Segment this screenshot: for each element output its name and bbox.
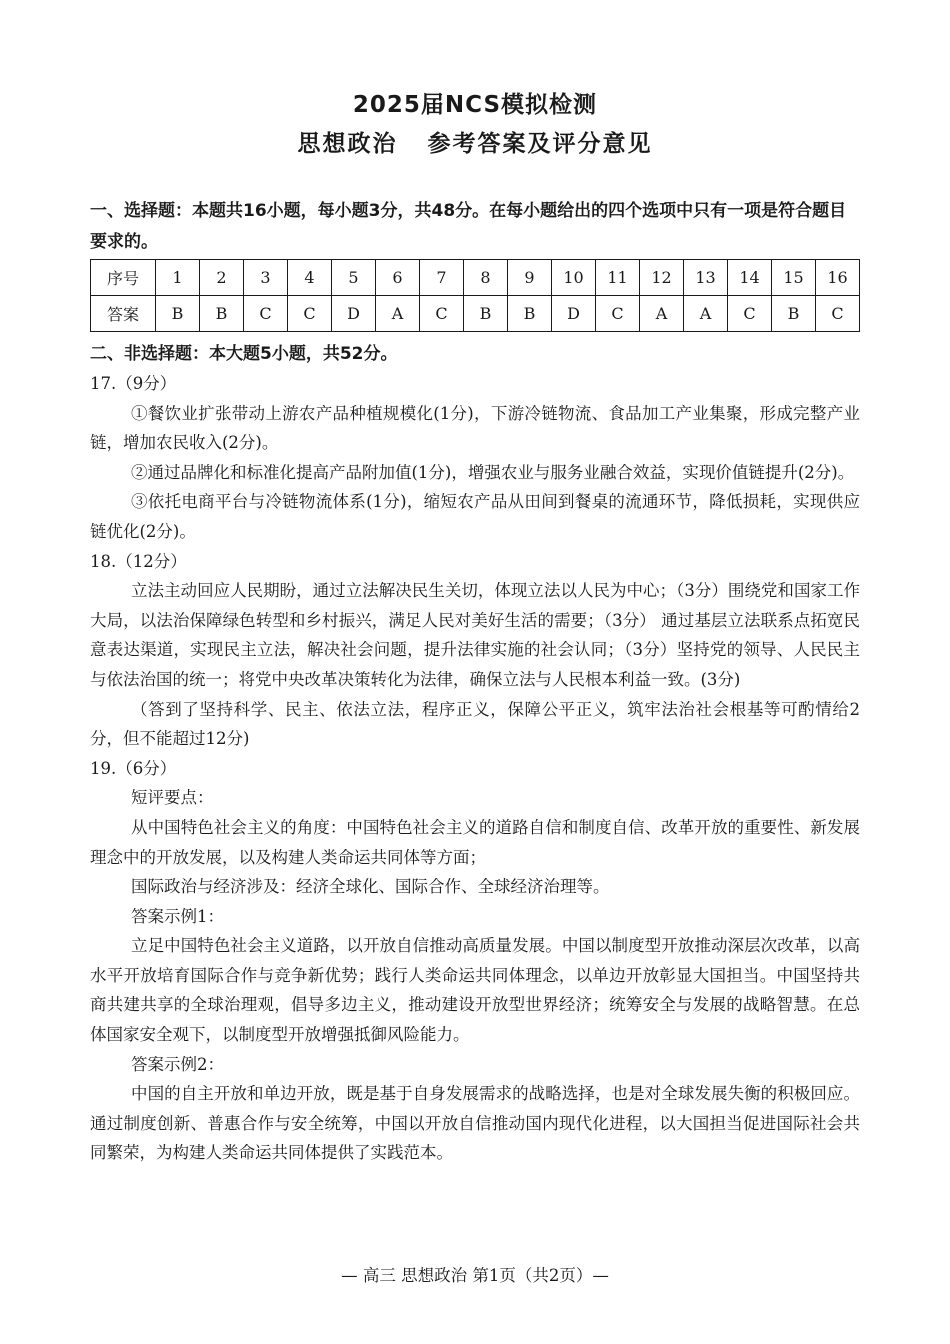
q18-note: （答到了坚持科学、民主、依法立法，程序正义，保障公平正义，筑牢法治社会根基等可酌情给2分，但不能超过12分): [90, 699, 860, 749]
answer-table: [90, 259, 860, 332]
number-cell: 12: [640, 260, 684, 296]
answer-cell: C: [596, 296, 640, 332]
q19-key-point-2: 国际政治与经济涉及：经济全球化、国际合作、全球经济治理等。: [131, 877, 610, 897]
number-cell: 4: [288, 260, 332, 296]
answer-row: [91, 296, 860, 332]
answer-cell: D: [332, 296, 376, 332]
number-cell: 16: [816, 260, 860, 296]
answer-cell: B: [508, 296, 552, 332]
answer-cell: B: [464, 296, 508, 332]
answer-cell: C: [244, 296, 288, 332]
number-cell: 3: [244, 260, 288, 296]
answer-cell: C: [728, 296, 772, 332]
q19-label-example-2: 答案示例2：: [131, 1054, 224, 1074]
answer-cell: B: [772, 296, 816, 332]
row-label-answer: 答案: [91, 296, 156, 332]
number-cell: 11: [596, 260, 640, 296]
q17-number: 17.（9分）: [90, 374, 177, 393]
q17-point-1: ①餐饮业扩张带动上游农产品种植规模化(1分)，下游冷链物流、食品加工产业集聚，形成完整产业链，增加农民收入(2分)。: [90, 403, 860, 453]
answers-body: [90, 369, 860, 1168]
answer-cell: A: [684, 296, 728, 332]
subject-name: 思想政治: [297, 131, 398, 157]
q17-point-2: ②通过品牌化和标准化提高产品附加值(1分)，增强农业与服务业融合效益，实现价值链提升(2分)。: [131, 462, 855, 482]
subtitle-answer-key: 参考答案及评分意见: [427, 131, 653, 157]
q19-label-example-1: 答案示例1：: [131, 906, 224, 926]
number-cell: 7: [420, 260, 464, 296]
page-title: 2025届NCS模拟检测: [352, 92, 598, 118]
answer-cell: C: [420, 296, 464, 332]
row-label-number: 序号: [91, 260, 156, 296]
number-cell: 14: [728, 260, 772, 296]
q19-number: 19.（6分）: [90, 758, 177, 778]
number-cell: 5: [332, 260, 376, 296]
section2-heading: 二、非选择题：本大题5小题，共52分。: [90, 344, 398, 364]
number-cell: 6: [376, 260, 420, 296]
number-cell: 13: [684, 260, 728, 296]
q17-point-3: ③依托电商平台与冷链物流体系(1分)，缩短农产品从田间到餐桌的流通环节，降低损耗，实现供应链优化(2分)。: [90, 492, 860, 541]
q19-example-2: 中国的自主开放和单边开放，既是基于自身发展需求的战略选择，也是对全球发展失衡的积极回应。通过制度创新、普惠合作与安全统筹，中国以开放自信推动国内现代化进程，以大国担当促进国际社会共同繁荣，为构建人类命运共同体提供了实践范本。: [90, 1084, 860, 1163]
number-row: [91, 260, 860, 296]
number-cell: 2: [200, 260, 244, 296]
number-cell: 1: [156, 260, 200, 296]
answer-cell: C: [288, 296, 332, 332]
q19-key-point-1: 从中国特色社会主义的角度：中国特色社会主义的道路自信和制度自信、改革开放的重要性、新发展理念中的开放发展，以及构建人类命运共同体等方面；: [90, 817, 860, 867]
q18-number: 18.（12分）: [90, 551, 187, 571]
page-footer: — 高三 思想政治 第1页（共2页）—: [341, 1266, 609, 1285]
answer-cell: B: [200, 296, 244, 332]
number-cell: 15: [772, 260, 816, 296]
number-cell: 8: [464, 260, 508, 296]
answer-cell: A: [640, 296, 684, 332]
answer-cell: C: [816, 296, 860, 332]
section1-heading: 一、选择题：本题共16小题，每小题3分，共48分。在每小题给出的四个选项中只有一项是符合题目要求的。: [90, 201, 847, 252]
q19-label-key-points: 短评要点：: [131, 788, 214, 808]
answer-cell: D: [552, 296, 596, 332]
q19-example-1: 立足中国特色社会主义道路，以开放自信推动高质量发展。中国以制度型开放推动深层次改革，以高水平开放培育国际合作与竞争新优势；践行人类命运共同体理念，以单边开放彰显大国担当。中国坚持共商共建共享的全球治理观，倡导多边主义，推动建设开放型世界经济；统筹安全与发展的战略智慧。在总体国家安全观下，以制度型开放增强抵御风险能力。: [90, 936, 860, 1045]
answer-cell: A: [376, 296, 420, 332]
number-cell: 9: [508, 260, 552, 296]
number-cell: 10: [552, 260, 596, 296]
page-subtitle: [0, 125, 950, 158]
answer-cell: B: [156, 296, 200, 332]
q18-answer: 立法主动回应人民期盼，通过立法解决民生关切，体现立法以人民为中心；（3分）围绕党和国家工作大局，以法治保障绿色转型和乡村振兴，满足人民对美好生活的需要；（3分） 通过基层立法联系点拓宽民意表达渠道，实现民主立法，解决社会问题，提升法律实施的社会认同；（3分）坚持党的领导、人民民主与依法治国的统一；将党中央改革决策转化为法律，确保立法与人民根本利益一致。(3分): [90, 581, 860, 689]
